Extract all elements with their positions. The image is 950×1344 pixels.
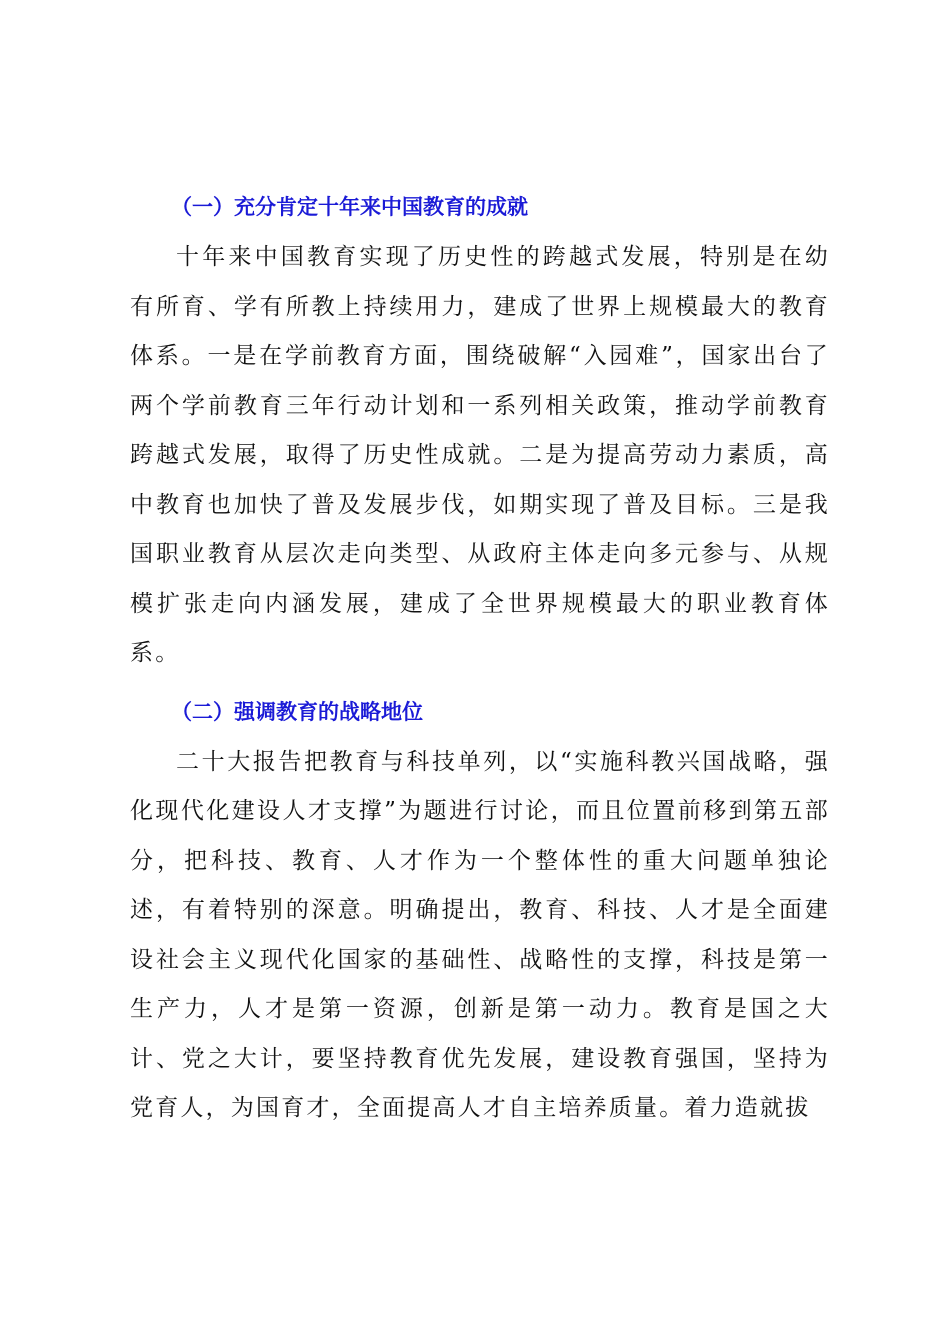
section-heading-strategic-status: （二）强调教育的战略地位 bbox=[171, 698, 423, 724]
section-paragraph-achievements: 十年来中国教育实现了历史性的跨越式发展，特别是在幼有所育、学有所教上持续用力，建成了世界上规模最大的教育体系。一是在学前教育方面，围绕破解“入园难”，国家出台了两个学前教育三年行动计划和一系列相关政策，推动学前教育跨越式发展，取得了历史性成就。二是为提高劳动力素质，高中教育也加快了普及发展步伐，如期实现了普及目标。三是我国职业教育从层次走向类型、从政府主体走向多元参与、从规模扩张走向内涵发展，建成了全世界规模最大的职业教育体系。 bbox=[130, 244, 830, 666]
document-content bbox=[130, 188, 830, 1148]
section-heading-achievements: （一）充分肯定十年来中国教育的成就 bbox=[171, 194, 528, 219]
section-paragraph-strategic-status: 二十大报告把教育与科技单列，以“实施科教兴国战略，强化现代化建设人才支撑”为题进行讨论，而且位置前移到第五部分，把科技、教育、人才作为一个整体性的重大问题单独论述，有着特别的深意。明确提出，教育、科技、人才是全面建设社会主义现代化国家的基础性、战略性的支撑，科技是第一生产力，人才是第一资源，创新是第一动力。教育是国之大计、党之大计，要坚持教育优先发展，建设教育强国，坚持为党育人，为国育才，全面提高人才自主培养质量。着力造就拔 bbox=[130, 748, 830, 1121]
